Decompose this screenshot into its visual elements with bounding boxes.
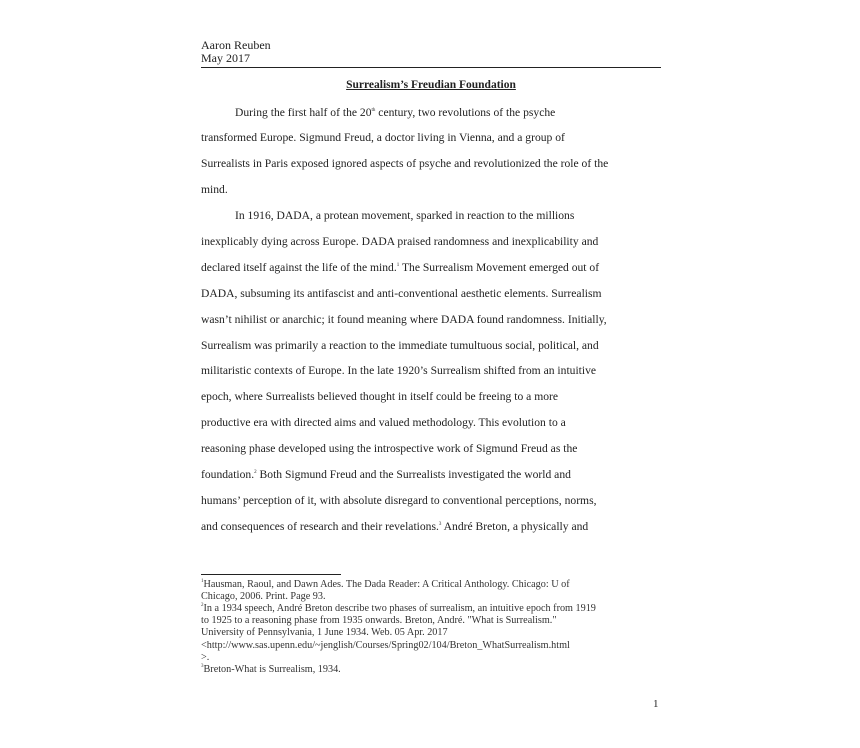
body-line: wasn’t nihilist or anarchic; it found meaning where DADA found randomness. Initially, xyxy=(201,313,607,326)
body-line: reasoning phase developed using the introspective work of Sigmund Freud as the xyxy=(201,442,578,455)
page-header xyxy=(201,39,271,65)
footnote: $^2$In a 1934 speech, André Breton describe two phases of surrealism, an intuitive epoch from 1919 xyxy=(201,603,596,614)
body-line: In 1916, DADA, a protean movement, sparked in reaction to the millions xyxy=(235,209,575,222)
footnote-continuation: >. xyxy=(201,652,210,663)
footnote-continuation: Chicago, 2006. Print. Page 93. xyxy=(201,591,326,602)
page-number: 1 xyxy=(653,698,659,710)
footnote: $^1$Hausman, Raoul, and Dawn Ades. The Dada Reader: A Critical Anthology. Chicago: U of xyxy=(201,579,570,590)
footnote-continuation: to 1925 to a reasoning phase from 1935 onwards. Breton, André. "What is Surrealism." xyxy=(201,615,557,626)
body-line: foundation.$^2$ Both Sigmund Freud and the Surrealists investigated the world and xyxy=(201,468,571,481)
body-line: epoch, where Surrealists believed thought in itself could be freeing to a more xyxy=(201,390,559,403)
footnote-link[interactable]: <http://www.sas.upenn.edu/~jenglish/Courses/Spring02/104/Breton_WhatSurrealism.html xyxy=(201,640,570,651)
header-rule xyxy=(201,67,661,68)
body-line: transformed Europe. Sigmund Freud, a doctor living in Vienna, and a group of xyxy=(201,131,565,144)
body-line: militaristic contexts of Europe. In the late 1920’s Surrealism shifted from an intuitive xyxy=(201,364,597,377)
author-name: Aaron Reuben xyxy=(201,38,271,52)
body-line: productive era with directed aims and valued methodology. This evolution to a xyxy=(201,416,566,429)
footnote-separator xyxy=(201,574,341,575)
footnote-continuation: University of Pennsylvania, 1 June 1934. Web. 05 Apr. 2017 xyxy=(201,627,448,638)
body-line: mind. xyxy=(201,183,228,196)
body-line: DADA, subsuming its antifascist and anti-conventional aesthetic elements. Surrealism xyxy=(201,287,602,300)
body-line: Surrealists in Paris exposed ignored aspects of psyche and revolutionized the role of the xyxy=(201,157,609,170)
body-line: declared itself against the life of the mind.$^1$ The Surrealism Movement emerged out of xyxy=(201,261,600,274)
body-line: inexplicably dying across Europe. DADA praised randomness and inexplicability and xyxy=(201,235,599,248)
body-line: and consequences of research and their revelations.$^3$ André Breton, a physically and xyxy=(201,520,589,533)
document-title: Surrealism’s Freudian Foundation xyxy=(346,79,516,91)
document-date: May 2017 xyxy=(201,51,250,65)
body-line: During the first half of the 20th century, two revolutions of the psyche xyxy=(235,106,556,119)
body-line: humans’ perception of it, with absolute disregard to conventional perceptions, norms, xyxy=(201,494,597,507)
footnote: $^3$Breton-What is Surrealism, 1934. xyxy=(201,664,341,675)
body-line: Surrealism was primarily a reaction to the immediate tumultuous social, political, and xyxy=(201,339,599,352)
